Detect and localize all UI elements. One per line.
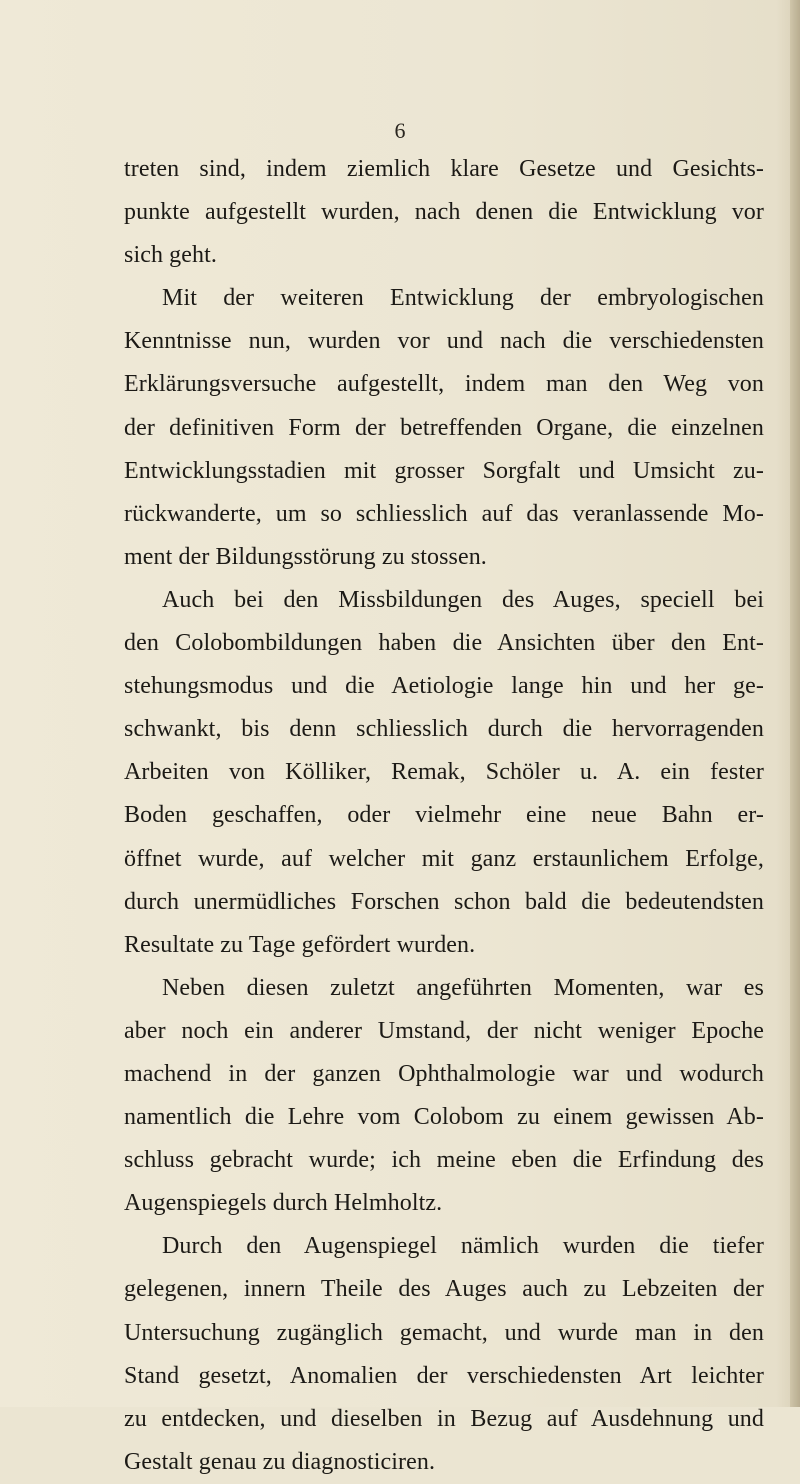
text-line: Kenntnisse nun, wurden vor und nach die verschiedensten xyxy=(124,328,764,355)
text-line: Untersuchung zugänglich gemacht, und wurde man in den xyxy=(124,1319,764,1346)
text-line: schluss gebracht wurde; ich meine eben die Erfindung des xyxy=(124,1147,764,1174)
body-text xyxy=(124,148,764,1484)
text-line: Stand gesetzt, Anomalien der verschiedensten Art leichter xyxy=(124,1362,764,1389)
text-line: rückwanderte, um so schliesslich auf das veranlassende Mo- xyxy=(124,500,764,527)
text-line: treten sind, indem ziemlich klare Gesetze und Gesichts- xyxy=(124,156,764,182)
text-line: Arbeiten von Kölliker, Remak, Schöler u. A. ein fester xyxy=(124,759,764,786)
text-line: aber noch ein anderer Umstand, der nicht weniger Epoche xyxy=(124,1017,764,1044)
text-line: öffnet wurde, auf welcher mit ganz erstaunlichem Erfolge, xyxy=(124,845,764,872)
text-line: Durch den Augenspiegel nämlich wurden die tiefer xyxy=(162,1233,764,1260)
text-line: ment der Bildungsstörung zu stossen. xyxy=(124,543,487,570)
text-line: punkte aufgestellt wurden, nach denen die Entwicklung vor xyxy=(124,199,764,226)
text-line: der definitiven Form der betreffenden Organe, die einzelnen xyxy=(124,414,764,441)
text-line: Boden geschaffen, oder vielmehr eine neue Bahn er- xyxy=(124,802,764,829)
text-line: durch unermüdliches Forschen schon bald die bedeutendsten xyxy=(124,888,764,915)
text-line: Mit der weiteren Entwicklung der embryologischen xyxy=(162,285,764,312)
text-line: Auch bei den Missbildungen des Auges, speciell bei xyxy=(162,586,764,613)
text-line: schwankt, bis denn schliesslich durch die hervorragenden xyxy=(124,716,764,743)
text-line: Resultate zu Tage gefördert wurden. xyxy=(124,931,476,958)
text-line: den Colobombildungen haben die Ansichten über den Ent- xyxy=(124,630,764,657)
page-edge xyxy=(790,0,800,1407)
text-line: stehungsmodus und die Aetiologie lange hin und her ge- xyxy=(124,673,764,700)
page-number: 6 xyxy=(394,118,406,143)
text-line: zu entdecken, und dieselben in Bezug auf Ausdehnung und xyxy=(124,1405,764,1432)
text-line: Gestalt genau zu diagnosticiren. xyxy=(124,1448,436,1475)
text-line: Erklärungsversuche aufgestellt, indem man den Weg von xyxy=(124,371,764,398)
text-line: sich geht. xyxy=(124,242,217,269)
text-line: namentlich die Lehre vom Colobom zu einem gewissen Ab- xyxy=(124,1104,764,1131)
text-line: gelegenen, innern Theile des Auges auch zu Lebzeiten der xyxy=(124,1276,764,1303)
text-line: Augenspiegels durch Helmholtz. xyxy=(124,1190,443,1217)
text-line: machend in der ganzen Ophthalmologie war und wodurch xyxy=(124,1060,764,1087)
text-line: Entwicklungsstadien mit grosser Sorgfalt und Umsicht zu- xyxy=(124,457,764,484)
text-line: Neben diesen zuletzt angeführten Momenten, war es xyxy=(162,974,764,1001)
